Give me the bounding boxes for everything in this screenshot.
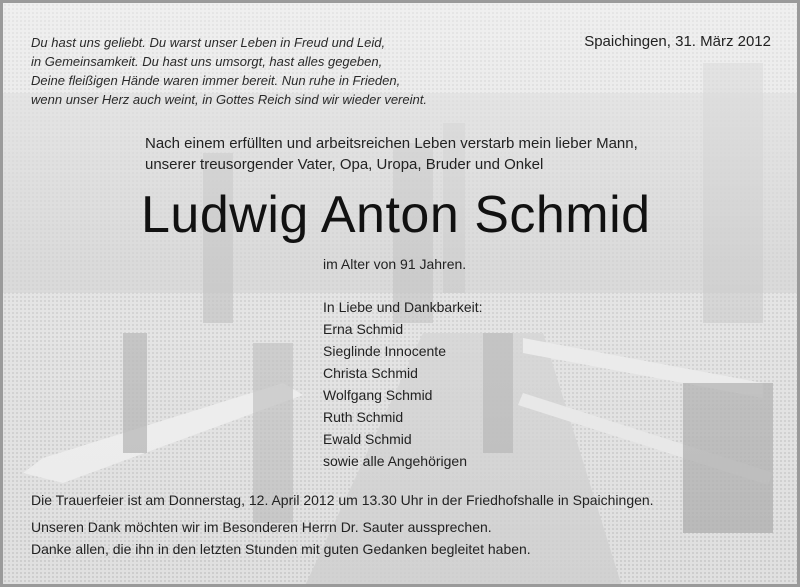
poem-line: Du hast uns geliebt. Du warst unser Leben in Freud und Leid, [31,35,386,50]
place-date: Spaichingen, 31. März 2012 [584,33,771,50]
mourner-name: Wolfgang Schmid [323,387,433,403]
deceased-name: Ludwig Anton Schmid [141,186,651,244]
age-text: im Alter von 91 Jahren. [323,256,467,272]
intro-text [145,133,638,175]
intro-line: Nach einem erfüllten und arbeitsreichen Leben verstarb mein lieber Mann, [145,135,638,152]
mourner-name: Erna Schmid [323,321,404,337]
intro-line: unserer treusorgender Vater, Opa, Uropa, Bruder und Onkel [145,156,544,173]
mourner-name: Christa Schmid [323,365,418,381]
thanks-line: Unseren Dank möchten wir im Besonderen Herrn Dr. Sauter aussprechen. [31,519,492,535]
thanks-line: Danke allen, die ihn in den letzten Stunden mit guten Gedanken begleitet haben. [31,541,531,557]
poem-line: Deine fleißigen Hände waren immer bereit. Nun ruhe in Frieden, [31,73,401,88]
mourner-name: Ewald Schmid [323,431,412,447]
mourner-name: sowie alle Angehörigen [323,453,467,469]
poem-line: in Gemeinsamkeit. Du hast uns umsorgt, hast alles gegeben, [31,54,383,69]
footer-text [31,489,654,560]
poem [31,33,427,109]
poem-line: wenn unser Herz auch weint, in Gottes Reich sind wir wieder vereint. [31,92,427,107]
mourner-name: Ruth Schmid [323,409,404,425]
mourners-heading: In Liebe und Dankbarkeit: [323,299,483,315]
mourner-name: Sieglinde Innocente [323,343,446,359]
funeral-notice: Die Trauerfeier ist am Donnerstag, 12. April 2012 um 13.30 Uhr in der Friedhofshalle in Spaichingen. [31,492,654,508]
mourners-list [323,296,483,472]
